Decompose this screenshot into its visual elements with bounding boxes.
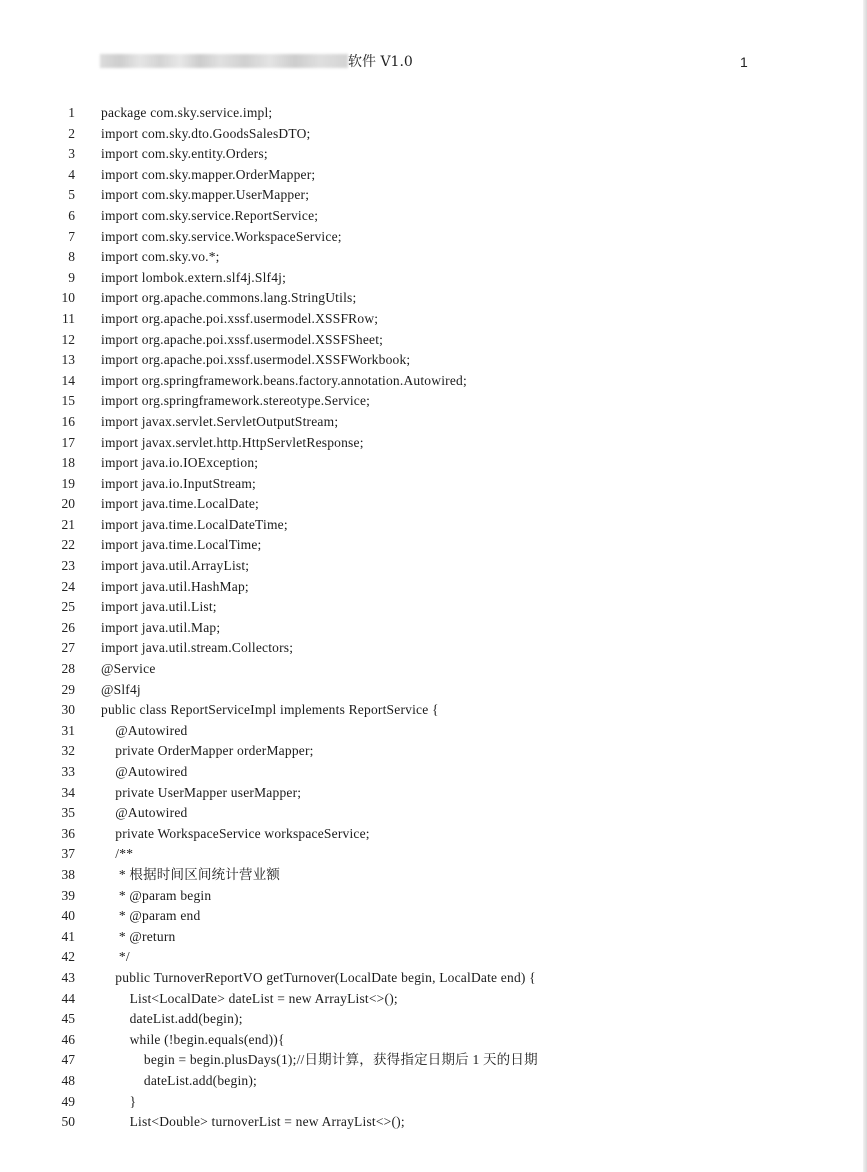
line-number: 41 [61, 928, 75, 944]
code-line [0, 453, 867, 474]
line-number: 1 [68, 105, 75, 120]
code-text: import org.springframework.stereotype.Service; [101, 393, 371, 409]
line-number: 22 [61, 537, 75, 553]
code-line [0, 577, 867, 598]
code-line [0, 103, 867, 124]
code-line [0, 762, 867, 783]
code-text: begin = begin.plusDays(1);//日期计算，获得指定日期后 1 天的日期 [101, 1052, 538, 1068]
line-number: 39 [61, 887, 75, 903]
line-number: 21 [61, 516, 75, 532]
code-line [0, 886, 867, 907]
code-text: public TurnoverReportVO getTurnover(LocalDate begin, LocalDate end) { [101, 969, 536, 985]
code-text: List<LocalDate> dateList = new ArrayList<>(); [101, 990, 398, 1006]
line-number: 42 [61, 949, 75, 965]
code-text: import java.util.ArrayList; [101, 558, 250, 574]
code-line [0, 700, 867, 721]
code-line [0, 433, 867, 454]
code-text: package com.sky.service.impl; [101, 105, 273, 120]
code-text: List<Double> turnoverList = new ArrayList<>(); [101, 1114, 405, 1130]
line-number: 27 [61, 640, 75, 656]
line-number: 12 [61, 331, 75, 347]
code-line [0, 268, 867, 289]
code-text: import com.sky.vo.*; [101, 249, 220, 265]
code-text: import com.sky.mapper.UserMapper; [101, 187, 310, 203]
code-line [0, 247, 867, 268]
code-line [0, 1009, 867, 1030]
code-line [0, 824, 867, 845]
code-line [0, 989, 867, 1010]
line-number: 6 [68, 207, 75, 223]
line-number: 10 [61, 290, 75, 306]
code-line [0, 618, 867, 639]
code-text: * @return [101, 928, 176, 944]
code-line [0, 350, 867, 371]
code-line [0, 494, 867, 515]
code-line [0, 185, 867, 206]
code-text: import com.sky.service.ReportService; [101, 207, 319, 223]
code-line [0, 721, 867, 742]
code-line [0, 515, 867, 536]
page-header [100, 52, 750, 72]
code-listing [0, 103, 867, 1133]
code-text: private WorkspaceService workspaceService; [101, 825, 370, 841]
line-number: 23 [61, 558, 75, 574]
line-number: 28 [61, 661, 75, 677]
line-number: 37 [61, 846, 75, 862]
code-line [0, 206, 867, 227]
code-text: import java.io.IOException; [101, 455, 259, 471]
line-number: 19 [61, 475, 75, 491]
code-line [0, 124, 867, 145]
code-line [0, 371, 867, 392]
line-number: 2 [68, 125, 75, 141]
line-number: 7 [68, 228, 75, 244]
code-text: while (!begin.equals(end)){ [101, 1031, 285, 1047]
line-number: 30 [61, 702, 75, 718]
line-number: 33 [61, 764, 75, 779]
code-text: @Slf4j [101, 681, 141, 697]
code-line [0, 638, 867, 659]
line-number: 3 [68, 146, 75, 162]
code-text: import java.util.List; [101, 599, 217, 615]
code-line [0, 906, 867, 927]
code-text: import javax.servlet.ServletOutputStream; [101, 413, 339, 429]
code-line [0, 535, 867, 556]
code-line [0, 165, 867, 186]
line-number: 17 [61, 434, 75, 450]
line-number: 47 [61, 1052, 75, 1068]
line-number: 5 [68, 187, 75, 203]
code-line [0, 144, 867, 165]
code-line [0, 330, 867, 351]
line-number: 46 [61, 1031, 75, 1047]
line-number: 4 [68, 166, 75, 182]
code-text: import lombok.extern.slf4j.Slf4j; [101, 269, 287, 285]
code-line [0, 1071, 867, 1092]
code-text: } [101, 1093, 137, 1109]
line-number: 15 [61, 393, 75, 409]
line-number: 49 [61, 1093, 75, 1109]
code-line [0, 803, 867, 824]
code-text: /** [101, 846, 134, 862]
code-text: * 根据时间区间统计营业额 [101, 866, 281, 882]
code-text: private UserMapper userMapper; [101, 784, 302, 800]
code-line [0, 227, 867, 248]
code-text: import java.util.Map; [101, 619, 221, 635]
code-text: import org.apache.commons.lang.StringUtils; [101, 290, 357, 306]
code-line [0, 309, 867, 330]
code-text: import org.springframework.beans.factory.annotation.Autowired; [101, 372, 467, 388]
code-text: import java.io.InputStream; [101, 475, 256, 491]
code-line [0, 741, 867, 762]
code-text: import java.time.LocalTime; [101, 537, 262, 553]
line-number: 43 [61, 969, 75, 985]
line-number: 14 [61, 372, 75, 388]
code-line [0, 1030, 867, 1051]
line-number: 13 [61, 352, 75, 368]
line-number: 9 [68, 269, 75, 285]
code-text: import com.sky.dto.GoodsSalesDTO; [101, 125, 311, 141]
line-number: 26 [61, 619, 75, 635]
line-number: 18 [61, 455, 75, 471]
line-number: 50 [61, 1114, 75, 1130]
code-line [0, 1092, 867, 1113]
line-number: 40 [61, 908, 75, 924]
code-text: import org.apache.poi.xssf.usermodel.XSSFRow; [101, 310, 379, 326]
code-line [0, 412, 867, 433]
code-text: private OrderMapper orderMapper; [101, 743, 314, 759]
code-line [0, 680, 867, 701]
code-text: import java.time.LocalDateTime; [101, 516, 288, 532]
code-line [0, 556, 867, 577]
code-line [0, 865, 867, 886]
code-text: * @param end [101, 908, 201, 924]
code-text: import org.apache.poi.xssf.usermodel.XSSFSheet; [101, 331, 384, 347]
code-text: import javax.servlet.http.HttpServletResponse; [101, 434, 364, 450]
line-number: 35 [61, 805, 75, 821]
code-text: import java.time.LocalDate; [101, 496, 259, 512]
line-number: 11 [62, 310, 75, 326]
code-line [0, 1050, 867, 1071]
code-text: dateList.add(begin); [101, 1072, 257, 1088]
code-line [0, 288, 867, 309]
line-number: 36 [61, 825, 75, 841]
code-text: @Autowired [101, 764, 188, 779]
redacted-header-text [100, 54, 348, 68]
line-number: 8 [68, 249, 75, 265]
line-number: 44 [61, 990, 75, 1006]
line-number: 16 [61, 413, 75, 429]
header-title: 软件 V1.0 [348, 54, 413, 70]
code-line [0, 474, 867, 495]
code-text: @Service [101, 661, 156, 677]
line-number: 45 [61, 1011, 75, 1027]
code-line [0, 927, 867, 948]
code-text: @Autowired [101, 805, 188, 821]
code-line [0, 1112, 867, 1133]
code-line [0, 947, 867, 968]
line-number: 24 [61, 578, 75, 594]
line-number: 38 [61, 866, 75, 882]
code-line [0, 783, 867, 804]
code-line [0, 391, 867, 412]
code-line [0, 844, 867, 865]
code-text: dateList.add(begin); [101, 1011, 243, 1027]
code-text: @Autowired [101, 722, 188, 738]
code-line [0, 597, 867, 618]
code-text: */ [101, 949, 130, 965]
code-text: import com.sky.service.WorkspaceService; [101, 228, 342, 244]
code-text: public class ReportServiceImpl implements ReportService { [101, 702, 439, 718]
code-text: import java.util.HashMap; [101, 578, 249, 594]
code-text: import com.sky.mapper.OrderMapper; [101, 166, 316, 182]
line-number: 20 [61, 496, 75, 512]
code-text: * @param begin [101, 887, 212, 903]
line-number: 48 [61, 1072, 75, 1088]
page-number: 1 [740, 54, 748, 70]
code-line [0, 659, 867, 680]
line-number: 29 [61, 681, 75, 697]
line-number: 34 [61, 784, 75, 800]
line-number: 31 [61, 722, 75, 738]
code-text: import com.sky.entity.Orders; [101, 146, 268, 162]
line-number: 32 [61, 743, 75, 759]
code-line [0, 968, 867, 989]
line-number: 25 [61, 599, 75, 615]
code-text: import org.apache.poi.xssf.usermodel.XSSFWorkbook; [101, 352, 411, 368]
code-text: import java.util.stream.Collectors; [101, 640, 294, 656]
